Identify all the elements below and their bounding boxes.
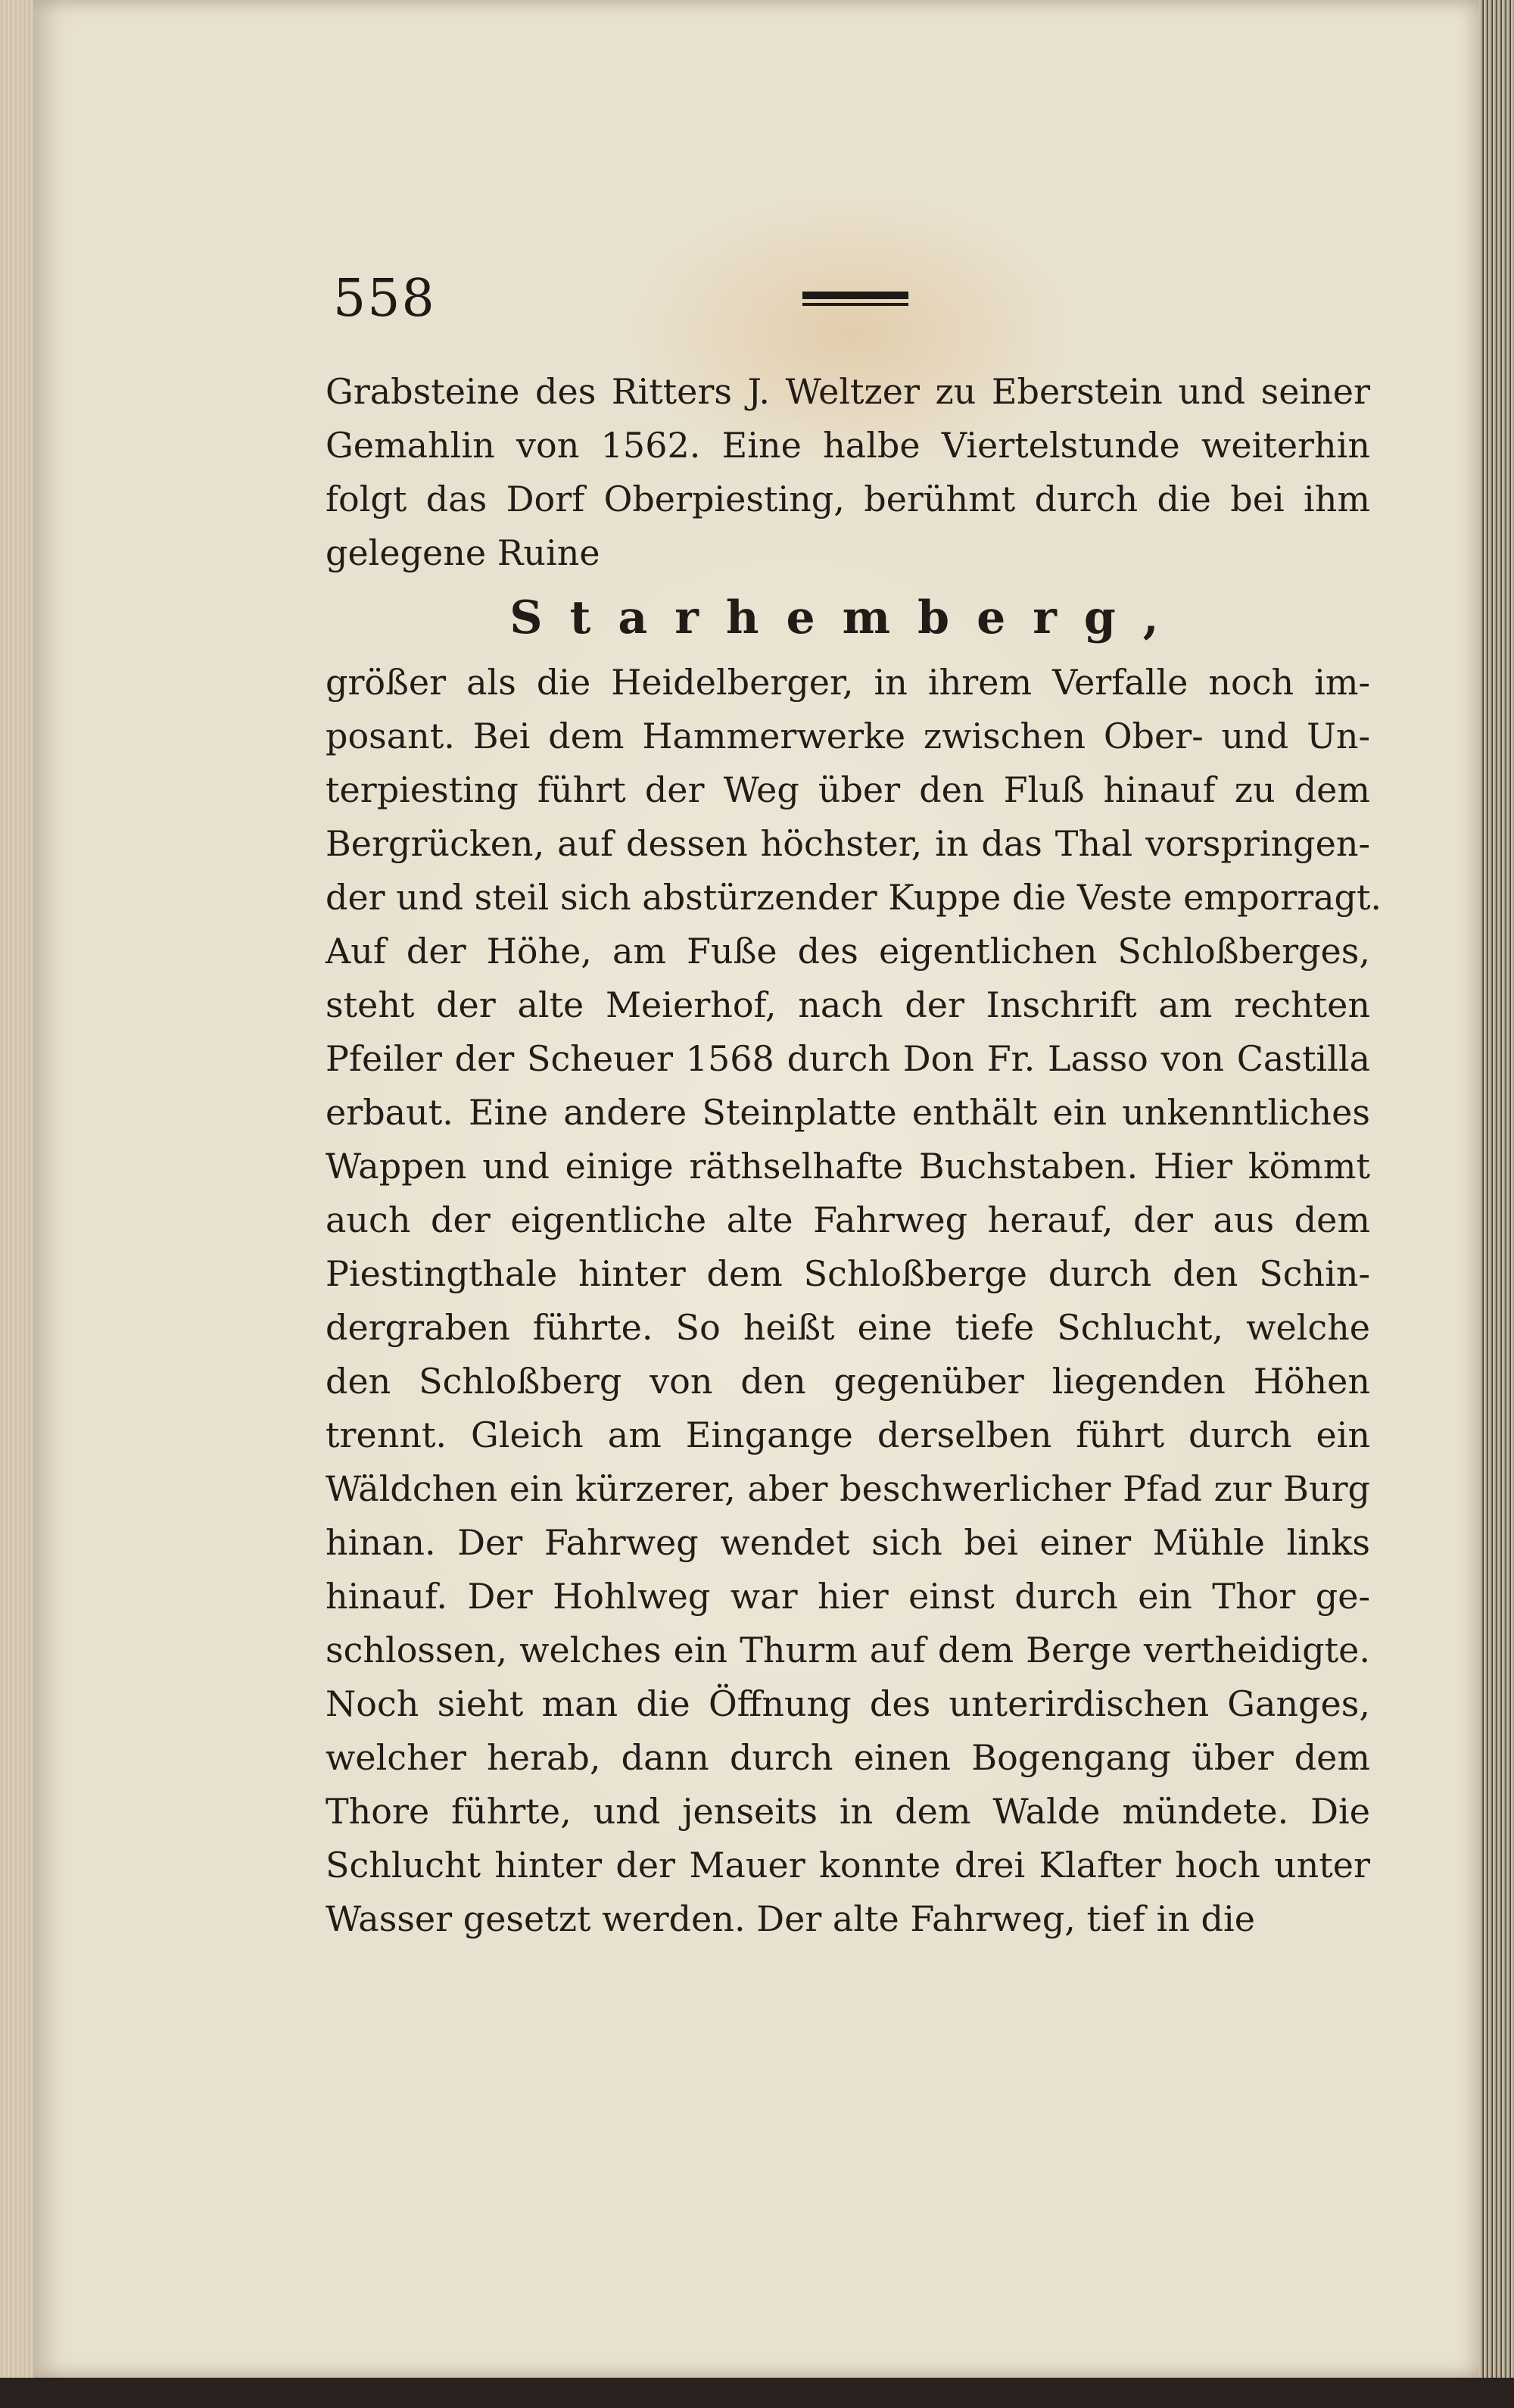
text-line: hinauf. Der Hohlweg war hier einst durch ein Thor ge-	[326, 1576, 1370, 1617]
text-line: Piestingthale hinter dem Schloßberge durch den Schin-	[326, 1253, 1370, 1294]
book-bottom-edge	[0, 2378, 1514, 2408]
text-line: Wasser gesetzt werden. Der alte Fahrweg, tief in die	[326, 1898, 1255, 1939]
text-line: posant. Bei dem Hammerwerke zwischen Ober- und Un-	[326, 716, 1370, 756]
text-line: auch der eigentliche alte Fahrweg herauf, der aus dem	[326, 1199, 1370, 1240]
text-line: Pfeiler der Scheuer 1568 durch Don Fr. Lasso von Castilla	[326, 1038, 1370, 1079]
text-line: Schlucht hinter der Mauer konnte drei Klafter hoch unter	[326, 1845, 1370, 1886]
text-line: größer als die Heidelberger, in ihrem Verfalle noch im-	[326, 662, 1370, 703]
text-line: Thore führte, und jenseits in dem Walde mündete. Die	[326, 1791, 1370, 1832]
text-line: den Schloßberg von den gegenüber liegenden Höhen	[326, 1361, 1370, 1402]
text-line: terpiesting führt der Weg über den Fluß hinauf zu dem	[326, 769, 1370, 810]
text-line: welcher herab, dann durch einen Bogengang über dem	[326, 1737, 1370, 1778]
book-page-edges-left	[0, 0, 33, 2408]
text-line: schlossen, welches ein Thurm auf dem Berge vertheidigte.	[326, 1630, 1370, 1670]
text-line: Wappen und einige räthselhafte Buchstaben. Hier kömmt	[326, 1146, 1370, 1187]
text-line: steht der alte Meierhof, nach der Inschrift am rechten	[326, 984, 1370, 1025]
text-line: der und steil sich abstürzender Kuppe die Veste emporragt.	[326, 877, 1382, 918]
section-heading: Starhemberg,	[509, 591, 1186, 644]
text-line: folgt das Dorf Oberpiesting, berühmt durch die bei ihm	[326, 479, 1370, 519]
text-line: hinan. Der Fahrweg wendet sich bei einer Mühle links	[326, 1522, 1370, 1563]
text-line: erbaut. Eine andere Steinplatte enthält ein unkenntliches	[326, 1092, 1370, 1133]
page-header	[333, 269, 1378, 345]
text-line: dergraben führte. So heißt eine tiefe Schlucht, welche	[326, 1307, 1370, 1348]
header-rule	[802, 292, 908, 308]
text-line: Bergrücken, auf dessen höchster, in das Thal vorspringen-	[326, 823, 1370, 864]
text-line: Gemahlin von 1562. Eine halbe Viertelstunde weiterhin	[326, 425, 1370, 466]
text-line: trennt. Gleich am Eingange derselben führt durch ein	[326, 1415, 1370, 1455]
header-rule-thick	[802, 292, 908, 299]
page-number: 558	[333, 269, 436, 329]
text-line: Grabsteine des Ritters J. Weltzer zu Eberstein und seiner	[326, 371, 1370, 412]
text-line: Wäldchen ein kürzerer, aber beschwerlicher Pfad zur Burg	[326, 1468, 1370, 1509]
body-text	[326, 365, 1382, 1946]
text-line: Auf der Höhe, am Fuße des eigentlichen Schloßberges,	[326, 931, 1370, 972]
header-rule-thin	[802, 303, 908, 306]
text-line: Noch sieht man die Öffnung des unterirdischen Ganges,	[326, 1683, 1370, 1724]
book-page-edges-right	[1479, 0, 1514, 2408]
text-line: gelegene Ruine	[326, 532, 600, 573]
